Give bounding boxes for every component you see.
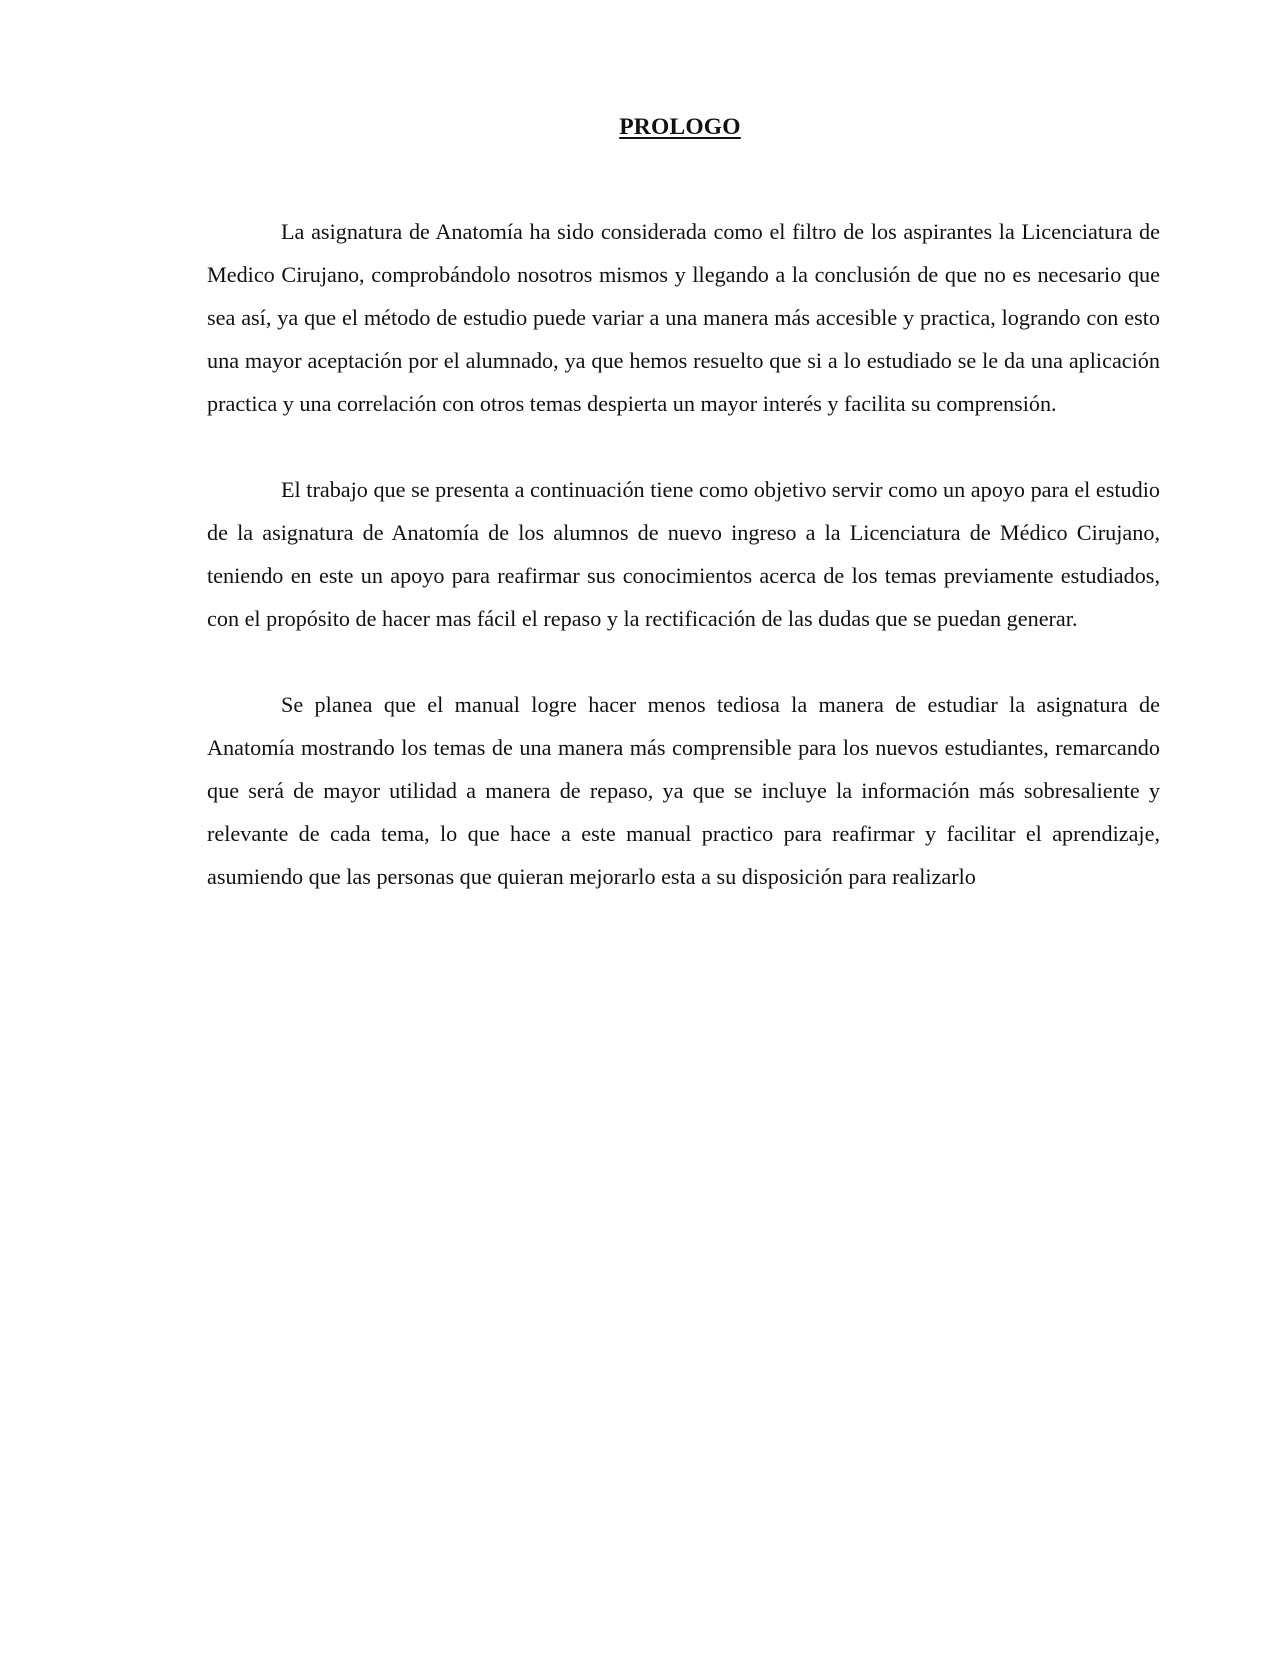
paragraph-3: Se planea que el manual logre hacer menos tediosa la manera de estudiar la asignatura de Anatomía mostrando los temas de una manera más comprensible para los nuevos estudiantes, remarcando que será de mayor utilidad a manera de repaso, ya que se incluye la información más sobresaliente y relevante de cada tema, lo que hace a este manual practico para reafirmar y facilitar el aprendizaje, asumiendo que las personas que quieran mejorarlo esta a su disposición para realizarlo (207, 692, 1160, 889)
paragraph-2: El trabajo que se presenta a continuación tiene como objetivo servir como un apoyo para el estudio de la asignatura de Anatomía de los alumnos de nuevo ingreso a la Licenciatura de Médico Cirujano, teniendo en este un apoyo para reafirmar sus conocimientos acerca de los temas previamente estudiados, con el propósito de hacer mas fácil el repaso y la rectificación de las dudas que se puedan generar. (207, 477, 1160, 631)
document-body (207, 210, 1160, 941)
page-title: PROLOGO (619, 114, 741, 140)
paragraph-1: La asignatura de Anatomía ha sido considerada como el filtro de los aspirantes la Licenciatura de Medico Cirujano, comprobándolo nosotros mismos y llegando a la conclusión de que no es necesario que sea así, ya que el método de estudio puede variar a una manera más accesible y practica, logrando con esto una mayor aceptación por el alumnado, ya que hemos resuelto que si a lo estudiado se le da una aplicación practica y una correlación con otros temas despierta un mayor interés y facilita su comprensión. (207, 219, 1160, 416)
